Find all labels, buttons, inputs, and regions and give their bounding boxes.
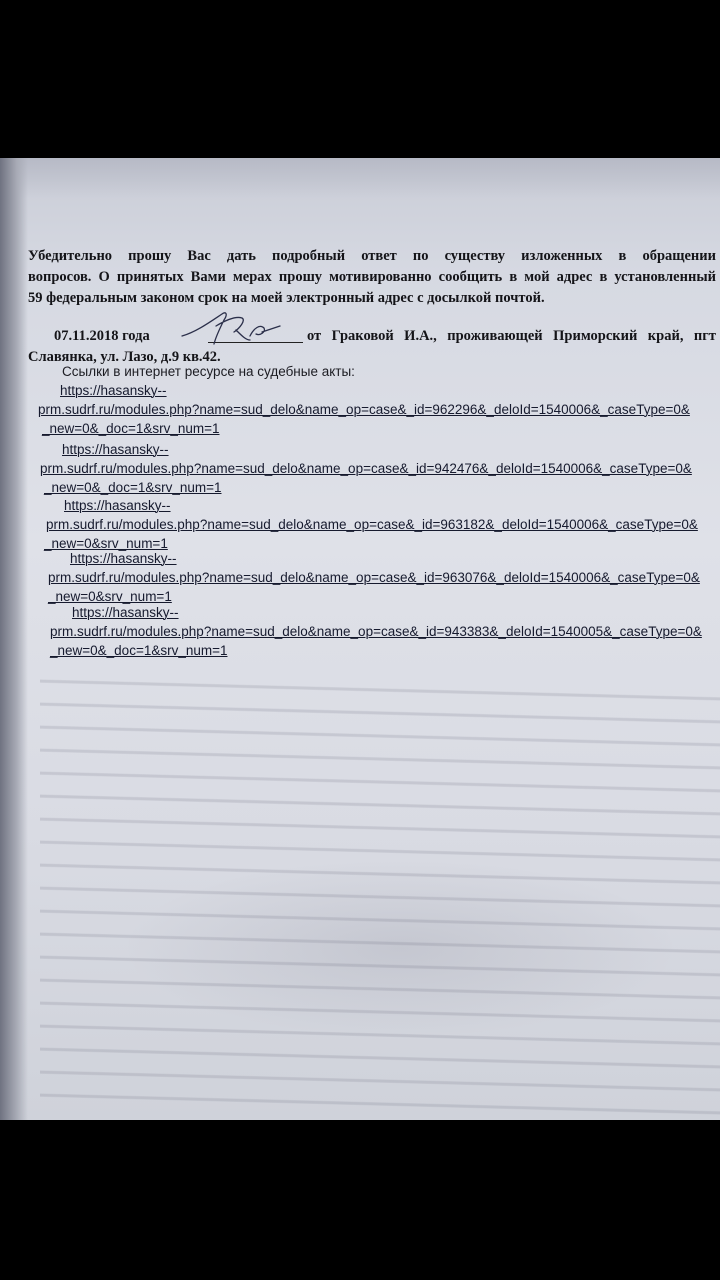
links-heading: Ссылки в интернет ресурсе на судебные акты: xyxy=(62,364,355,379)
handwritten-signature xyxy=(176,306,286,354)
paragraph-line: 59 федеральным законом срок на моей электронный адрес с досылкой почтой. xyxy=(28,290,545,306)
sender-address: Славянка, ул. Лазо, д.9 кв.42. xyxy=(28,349,221,365)
court-act-link[interactable]: https://hasansky-- prm.sudrf.ru/modules.php?name=sud_delo&name_op=case&_id=942476&_deloId=1540006&_caseType=0& _new=0&_doc=1&srv_num=1 xyxy=(40,442,692,495)
show-through-text xyxy=(120,858,680,1038)
document-date: 07.11.2018 года xyxy=(54,328,150,344)
shadow xyxy=(0,158,28,1120)
court-act-link[interactable]: https://hasansky-- prm.sudrf.ru/modules.php?name=sud_delo&name_op=case&_id=962296&_deloId=1540006&_caseType=0& _new=0&_doc=1&srv_num=1 xyxy=(38,383,690,436)
court-act-link[interactable]: https://hasansky-- prm.sudrf.ru/modules.php?name=sud_delo&name_op=case&_id=943383&_deloId=1540005&_caseType=0& _new=0&_doc=1&srv_num=1 xyxy=(50,605,702,658)
date-signature-line xyxy=(28,326,716,368)
sender-line: от Граковой И.А., проживающей Приморский край, пгт xyxy=(307,328,716,344)
paragraph-line: Убедительно прошу Вас дать подробный ответ по существу изложенных в обращении xyxy=(28,248,716,264)
shadow xyxy=(0,158,720,198)
court-act-link[interactable]: https://hasansky-- prm.sudrf.ru/modules.php?name=sud_delo&name_op=case&_id=963076&_deloId=1540006&_caseType=0& _new=0&srv_num=1 xyxy=(48,551,700,604)
paragraph-line: вопросов. О принятых Вами мерах прошу мотивированно сообщить в мой адрес в установленный xyxy=(28,269,716,285)
court-act-link[interactable]: https://hasansky-- prm.sudrf.ru/modules.php?name=sud_delo&name_op=case&_id=963182&_deloId=1540006&_caseType=0& _new=0&srv_num=1 xyxy=(44,498,698,551)
request-paragraph xyxy=(28,246,716,309)
